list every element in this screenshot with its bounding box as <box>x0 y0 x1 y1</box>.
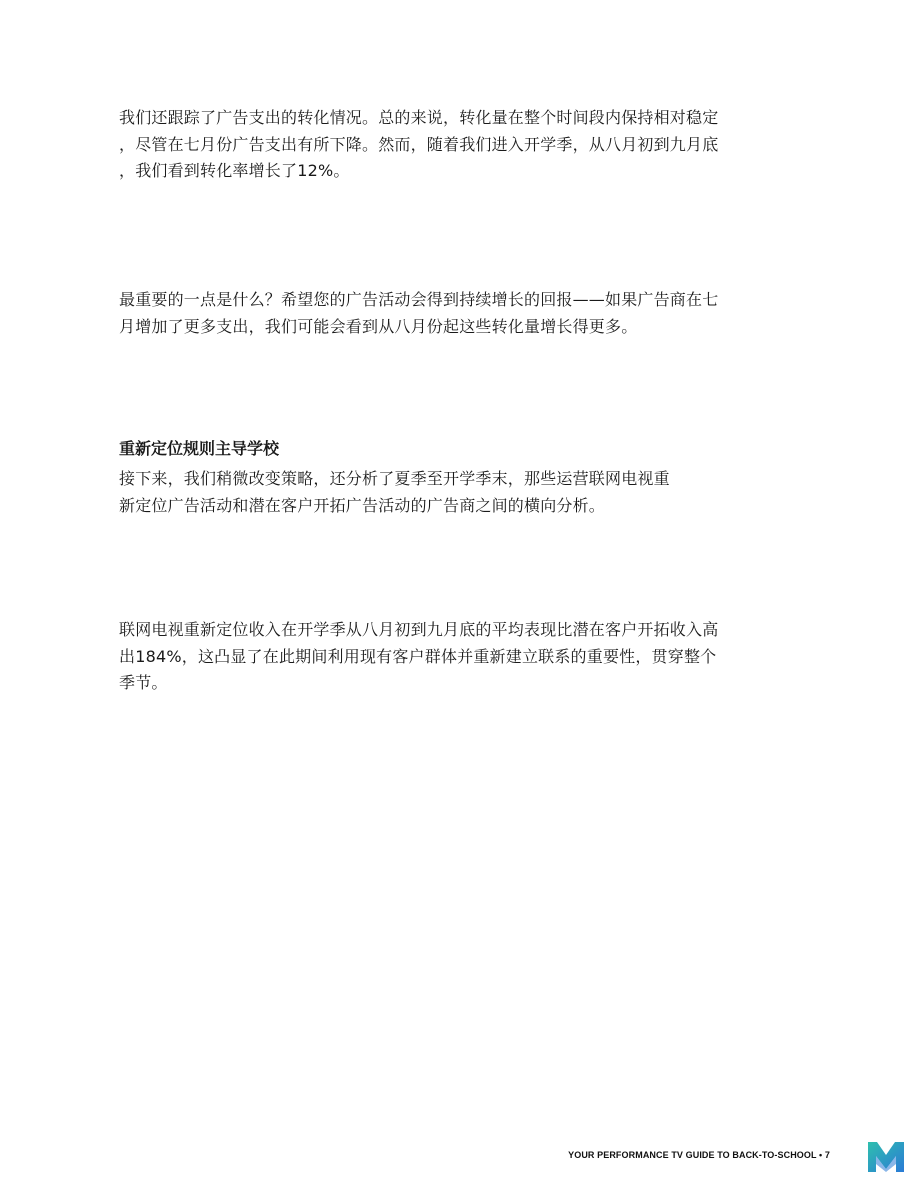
paragraph-strategy-analysis: 接下来，我们稍微改变策略，还分析了夏季至开学季末，那些运营联网电视重 新定位广告活动和潜在客户开拓广告活动的广告商之间的横向分析。 <box>119 469 670 515</box>
paragraph-conversion-tracking: 我们还跟踪了广告支出的转化情况。总的来说，转化量在整个时间段内保持相对稳定 ，尽管在七月份广告支出有所下降。然而，随着我们进入开学季，从八月初到九月底 ，我们看到转化率增长了12%。 <box>119 108 719 180</box>
brand-m-logo-icon <box>868 1142 904 1172</box>
paragraph-key-takeaway: 最重要的一点是什么？希望您的广告活动会得到持续增长的回报——如果广告商在七 月增加了更多支出，我们可能会看到从八月份起这些转化量增长得更多。 <box>119 290 719 336</box>
footer-page-label: YOUR PERFORMANCE TV GUIDE TO BACK-TO-SCHOOL • 7 <box>568 1150 830 1160</box>
paragraph-retargeting-revenue: 联网电视重新定位收入在开学季从八月初到九月底的平均表现比潜在客户开拓收入高 出184%，这凸显了在此期间利用现有客户群体并重新建立联系的重要性，贯穿整个 季节。 <box>119 620 719 692</box>
section-heading-retargeting: 重新定位规则主导学校 <box>119 439 280 458</box>
